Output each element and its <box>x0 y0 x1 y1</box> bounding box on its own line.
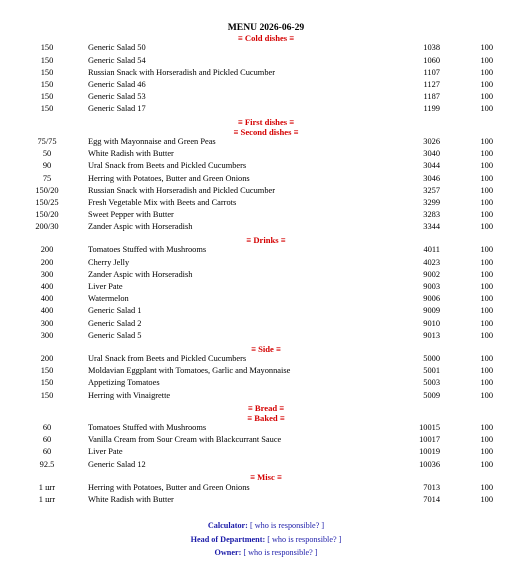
menu-item-row <box>0 160 532 172</box>
menu-item-row <box>0 209 532 221</box>
item-weight: 1 шт <box>38 494 56 504</box>
item-code: 1038 <box>423 43 440 53</box>
item-name: Liver Pate <box>88 282 123 291</box>
item-weight: 300 <box>40 318 54 328</box>
item-name: Generic Salad 12 <box>88 459 146 469</box>
item-code: 9009 <box>423 306 440 316</box>
item-quantity: 100 <box>480 222 493 232</box>
signature-line <box>0 547 532 559</box>
item-quantity: 100 <box>480 390 493 400</box>
menu-item-row <box>0 173 532 185</box>
menu-item-row <box>0 148 532 160</box>
item-name: Generic Salad 1 <box>88 306 142 316</box>
item-code: 5003 <box>423 378 440 388</box>
item-quantity: 100 <box>480 447 493 457</box>
item-code: 3040 <box>423 149 440 159</box>
signature-value: [ who is responsible? ] <box>241 548 318 557</box>
item-weight: 400 <box>40 306 54 316</box>
menu-item-row <box>0 330 532 342</box>
item-weight: 400 <box>40 294 54 304</box>
item-quantity: 100 <box>480 482 493 492</box>
item-name: Zander Aspic with Horseradish <box>88 222 193 232</box>
item-quantity: 100 <box>480 161 493 171</box>
item-code: 4011 <box>423 245 440 255</box>
item-name: Herring with Potatoes, Butter and Green Onions <box>88 482 250 492</box>
menu-item-row <box>0 434 532 446</box>
item-weight: 150/20 <box>35 185 59 195</box>
item-name: Herring with Vinaigrette <box>88 390 171 400</box>
item-code: 10017 <box>419 435 440 445</box>
item-quantity: 100 <box>480 294 493 304</box>
item-name: Cherry Jelly <box>88 257 130 267</box>
item-weight: 150 <box>40 43 54 53</box>
item-weight: 150 <box>40 55 54 65</box>
item-code: 5001 <box>423 366 440 376</box>
item-code: 9002 <box>423 269 440 279</box>
item-quantity: 100 <box>480 80 493 89</box>
item-code: 1107 <box>423 67 440 77</box>
menu-item-row <box>0 365 532 377</box>
item-quantity: 100 <box>480 306 493 316</box>
item-quantity: 100 <box>480 43 493 53</box>
item-quantity: 100 <box>480 282 493 291</box>
item-weight: 200 <box>40 245 54 255</box>
item-name: Moldavian Eggplant with Tomatoes, Garlic and Mayonnaise <box>88 366 291 376</box>
item-code: 1199 <box>423 104 440 114</box>
signature-value: [ who is responsible? ] <box>265 534 342 544</box>
menu-item-row <box>0 293 532 305</box>
item-quantity: 100 <box>480 257 493 267</box>
item-weight: 60 <box>42 423 52 432</box>
item-weight: 75/75 <box>37 136 57 146</box>
section-heading: ≡ Bread ≡ <box>247 403 285 414</box>
item-quantity: 100 <box>480 318 493 328</box>
item-quantity: 100 <box>480 67 493 77</box>
item-weight: 92.5 <box>39 459 55 469</box>
item-weight: 60 <box>42 435 52 445</box>
item-code: 7013 <box>423 482 440 492</box>
item-name: Zander Aspic with Horseradish <box>88 269 193 279</box>
item-quantity: 100 <box>480 149 493 159</box>
menu-item-row <box>0 459 532 471</box>
item-name: Liver Pate <box>88 447 123 457</box>
item-quantity: 100 <box>480 210 493 220</box>
item-quantity: 100 <box>480 366 493 376</box>
item-code: 1060 <box>423 55 440 65</box>
item-name: Generic Salad 17 <box>88 104 146 114</box>
item-weight: 150 <box>40 366 54 376</box>
item-name: Sweet Pepper with Butter <box>88 210 174 220</box>
item-quantity: 100 <box>480 330 493 340</box>
item-name: Generic Salad 5 <box>88 330 142 340</box>
menu-item-row <box>0 353 532 365</box>
menu-item-row <box>0 103 532 115</box>
item-code: 3044 <box>423 161 440 171</box>
section-heading: ≡ Second dishes ≡ <box>233 126 299 137</box>
item-weight: 300 <box>40 269 54 279</box>
item-weight: 150 <box>40 378 54 388</box>
item-code: 9006 <box>423 294 440 304</box>
item-name: Appetizing Tomatoes <box>88 378 160 388</box>
item-weight: 400 <box>40 282 54 291</box>
menu-item-row <box>0 136 532 148</box>
section-heading: ≡ Cold dishes ≡ <box>237 33 295 43</box>
item-weight: 50 <box>42 149 52 159</box>
item-code: 3344 <box>423 222 440 232</box>
item-weight: 90 <box>42 161 52 171</box>
menu-item-row <box>0 197 532 209</box>
item-name: Egg with Mayonnaise and Green Peas <box>88 136 216 146</box>
item-code: 3299 <box>423 197 440 207</box>
section-heading: ≡ Drinks ≡ <box>246 235 286 245</box>
section-heading: ≡ Baked ≡ <box>247 412 285 423</box>
item-quantity: 100 <box>480 197 493 207</box>
signature-line <box>0 520 532 532</box>
signature-line <box>0 534 532 546</box>
menu-item-row <box>0 257 532 269</box>
item-name: Tomatoes Stuffed with Mushrooms <box>88 423 207 432</box>
menu-item-row <box>0 390 532 402</box>
item-name: Vanilla Cream from Sour Cream with Blackcurrant Sauce <box>88 435 282 445</box>
item-quantity: 100 <box>480 459 493 469</box>
item-code: 9003 <box>423 282 440 291</box>
item-quantity: 100 <box>480 435 493 445</box>
item-code: 10019 <box>419 447 440 457</box>
item-weight: 150 <box>40 92 54 102</box>
item-name: Russian Snack with Horseradish and Pickled Cucumber <box>88 67 276 77</box>
item-name: Herring with Potatoes, Butter and Green Onions <box>88 173 250 183</box>
section-heading: ≡ Side ≡ <box>251 343 281 354</box>
item-code: 3283 <box>423 210 440 220</box>
menu-item-row <box>0 377 532 389</box>
item-name: Fresh Vegetable Mix with Beets and Carrots <box>88 197 237 207</box>
item-weight: 150/20 <box>35 210 59 220</box>
item-quantity: 100 <box>480 92 493 102</box>
item-name: Generic Salad 54 <box>88 55 146 65</box>
item-name: Generic Salad 46 <box>88 80 146 89</box>
item-weight: 150 <box>40 104 54 114</box>
item-weight: 200 <box>40 257 54 267</box>
item-weight: 300 <box>40 330 54 340</box>
menu-item-row <box>0 42 532 54</box>
menu-item-row <box>0 55 532 67</box>
item-quantity: 100 <box>480 378 493 388</box>
item-code: 5000 <box>423 353 440 363</box>
item-weight: 150 <box>40 80 54 89</box>
menu-item-row <box>0 67 532 79</box>
item-weight: 60 <box>42 447 52 457</box>
menu-item-row <box>0 91 532 103</box>
item-name: Ural Snack from Beets and Pickled Cucumbers <box>88 353 247 363</box>
menu-item-row <box>0 79 532 91</box>
item-name: Russian Snack with Horseradish and Pickled Cucumber <box>88 185 276 195</box>
item-quantity: 100 <box>480 173 493 183</box>
menu-item-row <box>0 446 532 458</box>
signature-label: Calculator: <box>207 521 248 530</box>
signature-label: Owner: <box>214 548 242 557</box>
menu-item-row <box>0 221 532 233</box>
item-code: 10036 <box>419 459 440 469</box>
menu-title: MENU 2026-06-29 <box>227 22 305 33</box>
item-code: 5009 <box>423 390 440 400</box>
item-code: 3046 <box>423 173 440 183</box>
item-name: Generic Salad 2 <box>88 318 142 328</box>
menu-item-row <box>0 422 532 434</box>
item-code: 3026 <box>423 136 440 146</box>
item-weight: 150 <box>40 390 54 400</box>
section-heading: ≡ First dishes ≡ <box>237 117 295 128</box>
menu-item-row <box>0 185 532 197</box>
section-heading: ≡ Misc ≡ <box>250 472 282 483</box>
item-name: Generic Salad 53 <box>88 92 146 102</box>
item-quantity: 100 <box>480 353 493 363</box>
item-quantity: 100 <box>480 185 493 195</box>
item-code: 7014 <box>423 494 440 504</box>
item-quantity: 100 <box>480 269 493 279</box>
signature-label: Head of Department: <box>190 534 266 544</box>
menu-item-row <box>0 281 532 293</box>
item-quantity: 100 <box>480 423 493 432</box>
item-quantity: 100 <box>480 245 493 255</box>
item-quantity: 100 <box>480 494 493 504</box>
item-code: 9010 <box>423 318 440 328</box>
item-code: 1187 <box>423 92 440 102</box>
item-code: 1127 <box>423 80 440 89</box>
item-name: Watermelon <box>88 294 129 304</box>
item-name: Ural Snack from Beets and Pickled Cucumbers <box>88 161 247 171</box>
item-code: 3257 <box>423 185 440 195</box>
menu-item-row <box>0 494 532 506</box>
item-quantity: 100 <box>480 55 493 65</box>
item-name: Tomatoes Stuffed with Mushrooms <box>88 245 207 255</box>
signature-value: [ who is responsible? ] <box>247 521 325 530</box>
item-code: 10015 <box>419 423 440 432</box>
menu-item-row <box>0 269 532 281</box>
item-quantity: 100 <box>480 136 493 146</box>
item-name: White Radish with Butter <box>88 149 174 159</box>
item-code: 9013 <box>423 330 440 340</box>
menu-item-row <box>0 305 532 317</box>
item-name: White Radish with Butter <box>88 494 174 504</box>
item-weight: 75 <box>42 173 52 183</box>
menu-item-row <box>0 244 532 256</box>
menu-item-row <box>0 482 532 494</box>
item-name: Generic Salad 50 <box>88 43 146 53</box>
item-weight: 1 шт <box>38 482 56 492</box>
item-code: 4023 <box>423 257 440 267</box>
item-weight: 200 <box>40 353 54 363</box>
item-quantity: 100 <box>480 104 493 114</box>
item-weight: 150/25 <box>35 197 59 207</box>
item-weight: 150 <box>40 67 54 77</box>
menu-item-row <box>0 318 532 330</box>
item-weight: 200/30 <box>35 222 59 232</box>
